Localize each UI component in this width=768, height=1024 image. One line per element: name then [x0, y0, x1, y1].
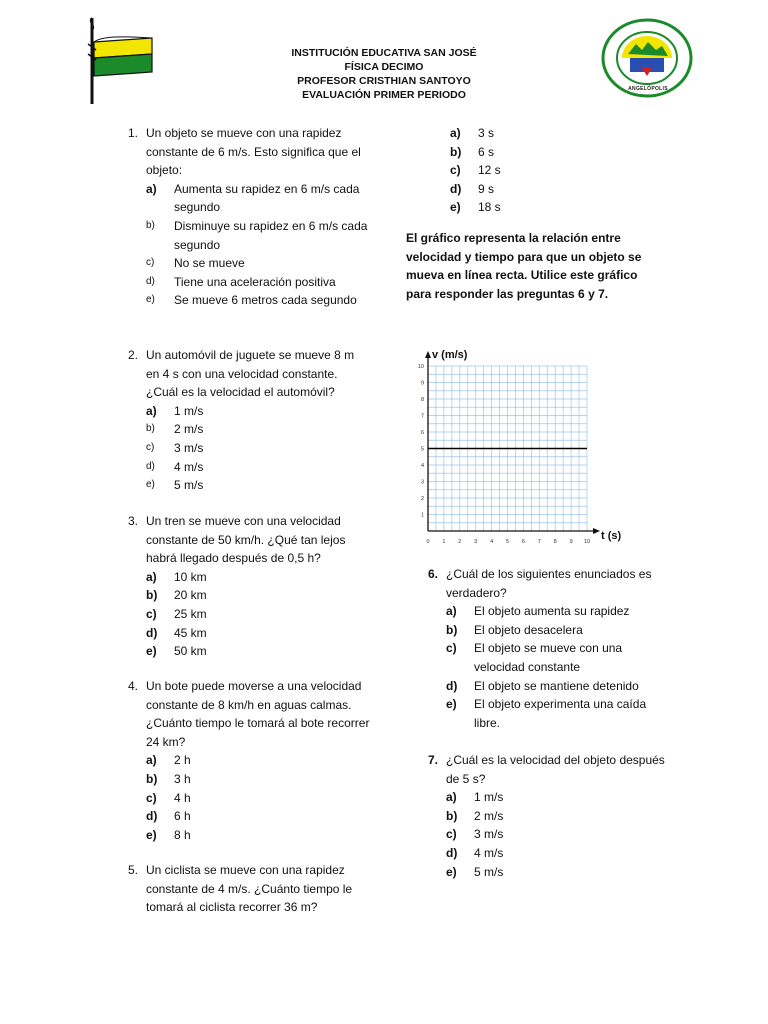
y-tick-label: 10: [417, 364, 424, 370]
document-header: [234, 46, 534, 102]
x-tick-label: 5: [505, 539, 510, 545]
flag-logo: [82, 14, 160, 106]
x-tick-label: 2: [458, 539, 462, 545]
option-e[interactable]: e) El objeto experimenta una caída libre.: [446, 697, 647, 730]
x-tick-label: 10: [583, 539, 591, 545]
x-tick-label: 9: [569, 539, 573, 545]
x-axis-arrow: [593, 528, 600, 534]
option-e[interactable]: e) 8 h: [146, 827, 191, 842]
question-stem: Un automóvil de juguete se mueve 8 m en 4 s con una velocidad constante. ¿Cuál es la velocidad el automóvil?: [146, 348, 355, 400]
question-stem: Un objeto se mueve con una rapidez constante de 6 m/s. Esto significa que el objeto:: [146, 126, 361, 178]
x-tick-label: 0: [426, 539, 430, 545]
option-c[interactable]: c) 3 m/s: [446, 827, 504, 842]
y-tick-label: 1: [420, 512, 424, 519]
question-7: 7. ¿Cuál es la velocidad del objeto después de 5 s? a) 1 m/s b) 2 m/s c) 3 m/s d) 4 m/s e) 5 m/s: [420, 751, 670, 881]
question-stem: Un tren se mueve con una velocidad constante de 50 km/h. ¿Qué tan lejos habrá llegado después de 0,5 h?: [146, 514, 346, 566]
option-c[interactable]: c) 12 s: [450, 163, 501, 178]
option-e[interactable]: e) 5 m/s: [446, 864, 504, 879]
question-5-options: [424, 124, 664, 217]
y-axis-label: v (m/s): [432, 349, 468, 361]
y-tick-label: 6: [420, 430, 424, 436]
option-a[interactable]: a) 1 m/s: [446, 790, 504, 805]
option-d[interactable]: d) 4 m/s: [446, 845, 504, 860]
option-e[interactable]: e) 50 km: [146, 644, 207, 659]
y-tick-label: 5: [420, 446, 424, 453]
question-4: 4. Un bote puede moverse a una velocidad constante de 8 km/h en aguas calmas. ¿Cuánto tiempo le tomará al bote recorrer 24 km? a) 2 h b) 3 h c) 4 h d) 6 h e) 8 h: [120, 677, 370, 844]
y-tick-label: 4: [420, 463, 424, 469]
question-6: 6. ¿Cuál de los siguientes enunciados es verdadero? a) El objeto aumenta su rapidez b) El objeto desacelera c) El objeto se mueve con una velocidad constante d) El objeto se mantiene detenido e) El objeto experimenta una caída libre.: [420, 565, 670, 732]
option-d[interactable]: d) Tiene una aceleración positiva: [146, 274, 336, 289]
velocity-time-chart: [412, 344, 628, 548]
y-tick-label: 2: [420, 496, 424, 502]
option-b[interactable]: b) El objeto desacelera: [446, 622, 583, 637]
option-b[interactable]: b) 3 h: [146, 771, 191, 786]
option-b[interactable]: b) 2 m/s: [146, 422, 204, 437]
question-stem: ¿Cuál es la velocidad del objeto después de 5 s?: [446, 753, 665, 786]
option-d[interactable]: d) 6 h: [146, 809, 191, 824]
teacher: PROFESOR CRISTHIAN SANTOYO: [297, 75, 471, 87]
option-d[interactable]: d) El objeto se mantiene detenido: [446, 678, 639, 693]
option-c[interactable]: c) 4 h: [146, 790, 191, 805]
option-a[interactable]: a) 3 s: [450, 126, 495, 140]
graph-instructions: El gráfico representa la relación entre velocidad y tiempo para que un objeto se mueva en línea recta. Utilice este gráfico para responder las preguntas 6 y 7.: [406, 231, 642, 301]
option-b[interactable]: b) 2 m/s: [446, 808, 504, 823]
x-tick-label: 8: [553, 539, 557, 545]
option-c[interactable]: c) 25 km: [146, 606, 207, 621]
question-stem: Un ciclista se mueve con una rapidez constante de 4 m/s. ¿Cuánto tiempo le tomará al ciclista recorrer 36 m?: [146, 863, 353, 915]
exam-title: EVALUACIÓN PRIMER PERIODO: [302, 89, 466, 101]
school-name: INSTITUCIÓN EDUCATIVA SAN JOSÉ: [291, 47, 477, 59]
option-d[interactable]: d) 45 km: [146, 625, 207, 640]
question-stem: Un bote puede moverse a una velocidad constante de 8 km/h en aguas calmas. ¿Cuánto tiempo le tomará al bote recorrer 24 km?: [146, 679, 370, 749]
option-a[interactable]: a) 1 m/s: [146, 403, 204, 418]
option-e[interactable]: e) 5 m/s: [146, 478, 204, 493]
question-1: 1. Un objeto se mueve con una rapidez constante de 6 m/s. Esto significa que el objeto: a) Aumenta su rapidez en 6 m/s cada segundo b) Disminuye su rapidez en 6 m/s cada segundo c) No se mueve d) Tiene una aceleración positiva e) Se mueve 6 metros cada segundo: [120, 124, 370, 310]
option-b[interactable]: b) Disminuye su rapidez en 6 m/s cada segundo: [146, 218, 368, 252]
option-d[interactable]: d) 9 s: [450, 181, 495, 196]
x-tick-label: 4: [490, 539, 494, 545]
option-b[interactable]: b) 20 km: [146, 588, 207, 603]
x-tick-label: 3: [474, 539, 478, 545]
option-c[interactable]: c) No se mueve: [146, 256, 245, 271]
x-axis-label: t (s): [601, 530, 622, 542]
option-c[interactable]: c) El objeto se mueve con una velocidad constante: [446, 641, 623, 674]
y-tick-label: 8: [420, 397, 424, 403]
question-2: 2. Un automóvil de juguete se mueve 8 m en 4 s con una velocidad constante. ¿Cuál es la velocidad el automóvil? a) 1 m/s b) 2 m/s c) 3 m/s d) 4 m/s e) 5 m/s: [120, 346, 370, 495]
y-tick-label: 9: [420, 380, 424, 387]
y-tick-label: 3: [420, 479, 424, 486]
x-tick-label: 1: [442, 539, 446, 545]
x-tick-label: 7: [537, 539, 541, 545]
option-d[interactable]: d) 4 m/s: [146, 459, 204, 474]
option-b[interactable]: b) 6 s: [450, 144, 495, 159]
x-tick-label: 6: [521, 539, 525, 545]
y-tick-label: 7: [420, 413, 424, 420]
question-3: 3. Un tren se mueve con una velocidad constante de 50 km/h. ¿Qué tan lejos habrá llegado después de 0,5 h? a) 10 km b) 20 km c) 25 km d) 45 km e) 50 km: [120, 512, 370, 661]
question-stem: ¿Cuál de los siguientes enunciados es verdadero?: [446, 567, 652, 600]
option-a[interactable]: a) Aumenta su rapidez en 6 m/s cada segundo: [146, 181, 360, 215]
option-a[interactable]: a) El objeto aumenta su rapidez: [446, 604, 630, 619]
option-a[interactable]: a) 10 km: [146, 569, 207, 584]
question-5: 5. Un ciclista se mueve con una rapidez constante de 4 m/s. ¿Cuánto tiempo le tomará al ciclista recorrer 36 m?: [120, 861, 370, 917]
option-a[interactable]: a) 2 h: [146, 753, 191, 768]
option-e[interactable]: e) 18 s: [450, 200, 501, 215]
option-e[interactable]: e) Se mueve 6 metros cada segundo: [146, 293, 357, 308]
option-c[interactable]: c) 3 m/s: [146, 440, 204, 455]
subject: FÍSICA DECIMO: [344, 61, 424, 73]
seal-bottom-text: ANGELÓPOLIS: [628, 86, 668, 92]
y-axis-arrow: [425, 351, 431, 358]
